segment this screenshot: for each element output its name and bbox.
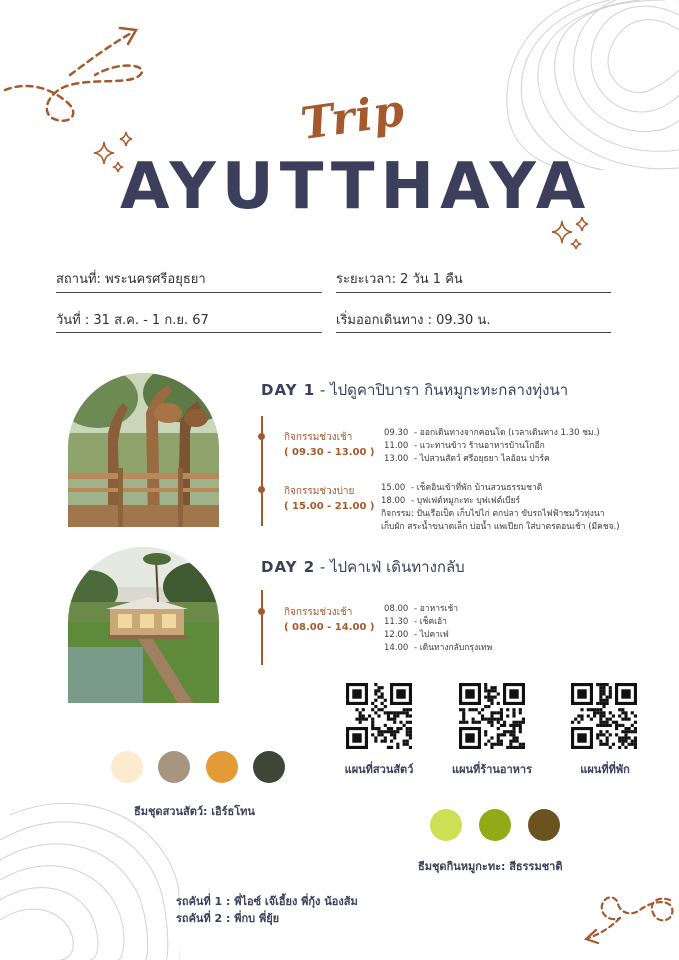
schedule-item: 15.00 - เช็คอินเข้าที่พัก บ้านสวนธรรมชาติ (381, 483, 543, 493)
schedule-item: 14.00 - เดินทางกลับกรุงเทพ (384, 643, 493, 653)
divider (56, 332, 322, 333)
day1-morning-schedule (384, 427, 600, 466)
palette-label-bbq: ธีมชุดกินหมูกะทะ: สีธรรมชาติ (418, 860, 563, 873)
rice-field-house-photo (68, 547, 219, 703)
qr-code-restaurant[interactable] (459, 683, 525, 749)
qr-label-restaurant: แผนที่ร้านอาหาร (451, 763, 533, 776)
divider (56, 292, 322, 293)
dashed-arrow-top-left (0, 20, 160, 130)
timeline-line (261, 590, 263, 665)
qr-label-hotel: แผนที่ที่พัก (580, 763, 630, 776)
day2-morning-slot: กิจกรรมช่วงเช้า ( 08.00 - 14.00 ) (284, 607, 375, 633)
schedule-extra: เก็บผัก สระน้ำขนาดเล็ก บ่อน้ำ แพเปียก ใส่บาตรตอนเช้า (มีคชจ.) (381, 522, 620, 532)
day1-heading (261, 378, 568, 402)
day2-morning-schedule (384, 603, 492, 655)
schedule-item: 12.00 - ไปคาเฟ่ (384, 630, 449, 640)
swirl-decoration-top-right (500, 0, 679, 170)
schedule-item: 11.00 - แวะทานข้าว ร้านอาหารบ้านโกอีก (384, 441, 545, 451)
page-title: AYUTTHAYA (120, 150, 592, 224)
qr-label-zoo: แผนที่สวนสัตว์ (344, 763, 414, 776)
palette-label-zoo: ธีมชุดสวนสัตว์: เอิร์ธโทน (134, 805, 255, 818)
info-depart: เริ่มออกเดินทาง : 09.30 น. (336, 313, 491, 328)
divider (336, 332, 611, 333)
info-duration: ระยะเวลา: 2 วัน 1 คืน (336, 272, 463, 287)
car-1: รถคันที่ 1 : พี่ไอซ์ เจ๊เอี้ยง พี่กุ้ง น้องส้ม (176, 895, 358, 908)
schedule-extra: กิจกรรม: ปั่นเรือเป็ด เก็บไข่ไก่ ตกปลา ขับรถไฟฟ้าชมวิวทุ่งนา (381, 509, 605, 519)
schedule-item: 13.00 - ไปสวนสัตว์ ศรีอยุธยา ไลอ้อน ปาร์ค (384, 454, 550, 464)
qr-code-zoo[interactable] (346, 683, 412, 749)
timeline-dot (258, 433, 265, 440)
color-swatch (479, 809, 511, 841)
car-assignments (176, 893, 358, 927)
day1-morning-slot: กิจกรรมช่วงเช้า ( 09.30 - 13.00 ) (284, 432, 375, 458)
day2-title: - ไปคาเฟ่ เดินทางกลับ (315, 558, 465, 576)
day1-afternoon-slot: กิจกรรมช่วงบ่าย ( 15.00 - 21.00 ) (284, 486, 375, 512)
car-2: รถคันที่ 2 : พี่กบ พี่ยุ้ย (176, 912, 280, 925)
day1-afternoon-schedule (381, 482, 620, 534)
schedule-item: 09.30 - ออกเดินทางจากคอนโด (เวลาเดินทาง 1.30 ชม.) (384, 428, 600, 438)
color-swatch (528, 809, 560, 841)
color-swatch (253, 751, 285, 783)
color-swatch (206, 751, 238, 783)
day1-label: DAY 1 (261, 381, 316, 399)
color-swatch (158, 751, 190, 783)
schedule-item: 08.00 - อาหารเช้า (384, 604, 459, 614)
color-swatch (430, 809, 462, 841)
schedule-item: 11.30 - เช็คเอ้า (384, 617, 447, 627)
divider (336, 292, 611, 293)
info-date: วันที่ : 31 ส.ค. - 1 ก.ย. 67 (56, 313, 209, 328)
day2-heading (261, 555, 465, 579)
schedule-item: 18.00 - บุฟเฟต์หมูกะทะ บุฟเฟต์เบียร์ (381, 496, 521, 506)
dashed-arrow-bottom-right (580, 890, 679, 960)
color-swatch (111, 751, 143, 783)
giraffe-photo (68, 373, 219, 527)
timeline-dot (258, 608, 265, 615)
day2-label: DAY 2 (261, 558, 316, 576)
trip-script-title: Trip (297, 84, 409, 151)
day1-title: - ไปดูคาปิบารา กินหมูกะทะกลางทุ่งนา (315, 381, 569, 399)
info-place: สถานที่: พระนครศรีอยุธยา (56, 272, 206, 287)
qr-code-hotel[interactable] (571, 683, 637, 749)
timeline-dot (258, 486, 265, 493)
